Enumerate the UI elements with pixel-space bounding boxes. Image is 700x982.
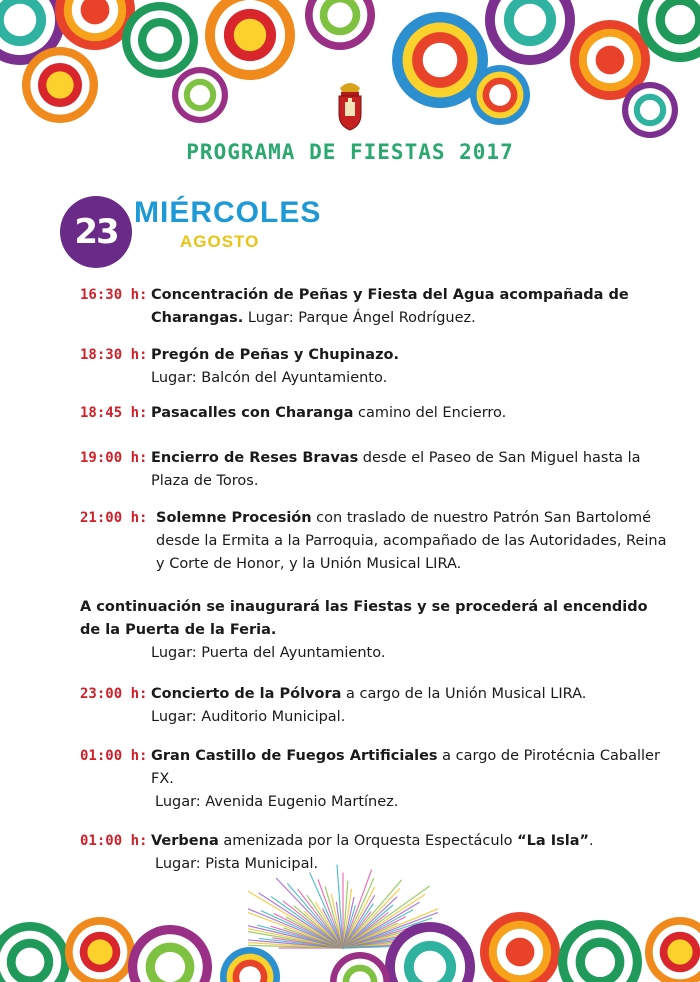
event-item	[80, 507, 670, 576]
event-time: 16:30 h:	[80, 287, 148, 303]
program-title: PROGRAMA DE FIESTAS 2017	[186, 140, 514, 164]
event-time: 23:00 h:	[80, 686, 148, 702]
event-time: 18:30 h:	[80, 347, 148, 363]
event-time: 18:45 h:	[80, 405, 148, 421]
event-item	[80, 344, 670, 390]
events-list	[80, 284, 670, 876]
event-description: Pasacalles con Charanga camino del Encierro.	[151, 405, 507, 421]
event-item	[80, 284, 670, 330]
event-description: Encierro de Reses Bravas desde el Paseo de San Miguel hasta la Plaza de Toros.	[151, 450, 641, 489]
day-number-badge: 23	[60, 196, 132, 268]
event-place: Lugar: Balcón del Ayuntamiento.	[151, 370, 388, 386]
event-item	[80, 447, 670, 493]
coat-of-arms-icon	[334, 78, 366, 132]
bottom-circles-decoration	[0, 882, 700, 982]
event-description: Pregón de Peñas y Chupinazo.	[151, 347, 399, 363]
event-item	[80, 402, 670, 425]
event-description: Solemne Procesión con traslado de nuestro Patrón San Bartolomé desde la Ermita a la Parroquia, acompañado de las Autoridades, Reina y Corte de Honor, y la Unión Musical LIRA.	[156, 510, 667, 572]
event-place: Lugar: Pista Municipal.	[155, 856, 319, 872]
event-description: Concentración de Peñas y Fiesta del Agua acompañada de Charangas. Lugar: Parque Ángel Rodríguez.	[151, 287, 629, 326]
note-text: A continuación se inaugurará las Fiestas y se procederá al encendido de la Puerta de la Feria.	[80, 599, 648, 638]
month-label: AGOSTO	[180, 232, 260, 251]
event-time: 19:00 h:	[80, 450, 148, 466]
event-place: Lugar: Avenida Eugenio Martínez.	[155, 794, 399, 810]
event-time: 01:00 h:	[80, 748, 148, 764]
note-place: Lugar: Puerta del Ayuntamiento.	[151, 645, 386, 661]
event-description: Concierto de la Pólvora a cargo de la Unión Musical LIRA.	[151, 686, 587, 702]
event-item	[80, 745, 670, 814]
event-description: Verbena amenizada por la Orquesta Espectáculo “La Isla”.	[151, 833, 594, 849]
event-place: Lugar: Auditorio Municipal.	[151, 709, 346, 725]
event-item	[80, 683, 670, 729]
inauguration-note	[80, 596, 670, 665]
event-time: 21:00 h:	[80, 510, 148, 526]
event-time: 01:00 h:	[80, 833, 148, 849]
weekday-label: MIÉRCOLES	[134, 196, 322, 229]
event-description: Gran Castillo de Fuegos Artificiales a cargo de Pirotécnia Caballer FX.	[151, 748, 660, 787]
